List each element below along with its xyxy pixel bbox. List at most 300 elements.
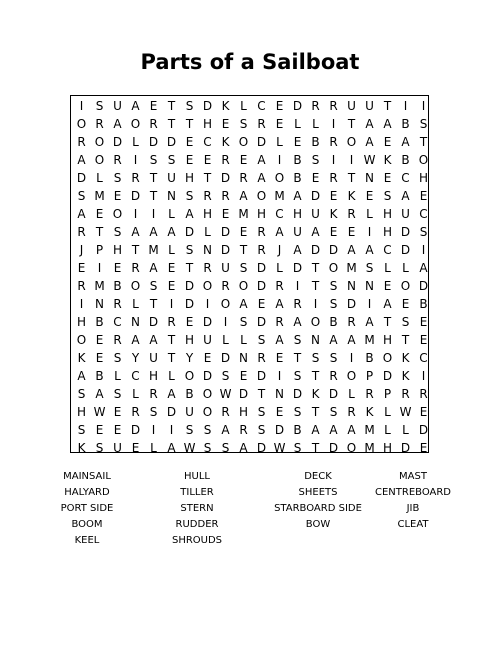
- grid-letter[interactable]: A: [347, 423, 356, 437]
- grid-letter[interactable]: A: [293, 243, 302, 257]
- grid-letter[interactable]: T: [239, 243, 248, 257]
- grid-letter[interactable]: S: [239, 117, 248, 131]
- grid-letter[interactable]: A: [275, 225, 284, 239]
- grid-letter[interactable]: A: [419, 261, 428, 275]
- grid-letter[interactable]: R: [113, 333, 122, 347]
- grid-letter[interactable]: A: [329, 423, 338, 437]
- grid-letter[interactable]: T: [167, 333, 176, 347]
- grid-letter[interactable]: T: [167, 99, 176, 113]
- grid-letter[interactable]: Y: [131, 351, 140, 365]
- grid-letter[interactable]: B: [311, 135, 320, 149]
- grid-letter[interactable]: E: [365, 189, 374, 203]
- grid-letter[interactable]: A: [293, 189, 302, 203]
- grid-letter[interactable]: W: [219, 387, 232, 401]
- grid-letter[interactable]: S: [401, 315, 410, 329]
- grid-letter[interactable]: E: [221, 117, 230, 131]
- grid-letter[interactable]: A: [257, 171, 266, 185]
- grid-letter[interactable]: E: [419, 315, 428, 329]
- grid-letter[interactable]: E: [203, 153, 212, 167]
- grid-letter[interactable]: E: [113, 405, 122, 419]
- grid-letter[interactable]: S: [311, 153, 320, 167]
- grid-letter[interactable]: A: [239, 297, 248, 311]
- grid-letter[interactable]: U: [311, 207, 320, 221]
- grid-letter[interactable]: T: [149, 171, 158, 185]
- grid-letter[interactable]: H: [202, 207, 213, 221]
- grid-letter[interactable]: D: [184, 297, 195, 311]
- grid-letter[interactable]: A: [95, 387, 104, 401]
- grid-letter[interactable]: S: [203, 423, 212, 437]
- grid-letter[interactable]: J: [79, 243, 84, 257]
- grid-letter[interactable]: I: [169, 423, 174, 437]
- grid-letter[interactable]: U: [293, 225, 302, 239]
- grid-letter[interactable]: R: [221, 189, 230, 203]
- grid-letter[interactable]: T: [185, 261, 194, 275]
- grid-letter[interactable]: D: [274, 423, 285, 437]
- grid-letter[interactable]: B: [293, 171, 302, 185]
- grid-letter[interactable]: S: [149, 279, 158, 293]
- grid-letter[interactable]: S: [419, 225, 428, 239]
- grid-letter[interactable]: M: [238, 207, 249, 221]
- grid-letter[interactable]: T: [419, 135, 428, 149]
- grid-letter[interactable]: I: [169, 297, 174, 311]
- grid-letter[interactable]: H: [382, 441, 393, 455]
- grid-letter[interactable]: L: [132, 387, 139, 401]
- grid-letter[interactable]: S: [329, 351, 338, 365]
- grid-letter[interactable]: A: [275, 297, 284, 311]
- grid-letter[interactable]: J: [277, 243, 282, 257]
- grid-letter[interactable]: D: [400, 225, 411, 239]
- grid-letter[interactable]: M: [364, 423, 375, 437]
- grid-letter[interactable]: C: [257, 99, 266, 113]
- grid-letter[interactable]: R: [275, 279, 284, 293]
- grid-letter[interactable]: R: [113, 153, 122, 167]
- grid-letter[interactable]: C: [275, 207, 284, 221]
- grid-letter[interactable]: T: [401, 333, 410, 347]
- grid-letter[interactable]: D: [292, 261, 303, 275]
- grid-letter[interactable]: R: [329, 135, 338, 149]
- grid-letter[interactable]: I: [79, 99, 84, 113]
- grid-letter[interactable]: T: [149, 189, 158, 203]
- grid-letter[interactable]: O: [130, 117, 141, 131]
- grid-letter[interactable]: K: [401, 351, 410, 365]
- grid-letter[interactable]: D: [400, 243, 411, 257]
- grid-letter[interactable]: I: [205, 297, 210, 311]
- grid-letter[interactable]: B: [95, 369, 104, 383]
- grid-letter[interactable]: E: [383, 171, 392, 185]
- grid-letter[interactable]: A: [311, 225, 320, 239]
- grid-letter[interactable]: T: [185, 117, 194, 131]
- grid-letter[interactable]: D: [256, 135, 267, 149]
- grid-letter[interactable]: R: [221, 405, 230, 419]
- grid-letter[interactable]: E: [167, 261, 176, 275]
- grid-letter[interactable]: W: [93, 405, 106, 419]
- grid-letter[interactable]: O: [418, 153, 429, 167]
- grid-letter[interactable]: B: [113, 279, 122, 293]
- grid-letter[interactable]: A: [149, 333, 158, 347]
- grid-letter[interactable]: T: [167, 117, 176, 131]
- grid-letter[interactable]: I: [133, 207, 138, 221]
- grid-letter[interactable]: D: [220, 171, 231, 185]
- grid-letter[interactable]: O: [400, 279, 411, 293]
- grid-letter[interactable]: U: [203, 333, 212, 347]
- grid-letter[interactable]: L: [384, 261, 391, 275]
- grid-letter[interactable]: D: [256, 369, 267, 383]
- grid-letter[interactable]: T: [131, 243, 140, 257]
- grid-letter[interactable]: H: [292, 207, 303, 221]
- grid-letter[interactable]: L: [402, 423, 409, 437]
- grid-letter[interactable]: O: [202, 279, 213, 293]
- grid-letter[interactable]: D: [184, 225, 195, 239]
- grid-letter[interactable]: R: [131, 261, 140, 275]
- grid-letter[interactable]: S: [185, 243, 194, 257]
- grid-letter[interactable]: E: [185, 153, 194, 167]
- grid-letter[interactable]: D: [184, 279, 195, 293]
- grid-letter[interactable]: E: [185, 315, 194, 329]
- grid-letter[interactable]: B: [95, 315, 104, 329]
- grid-letter[interactable]: A: [113, 117, 122, 131]
- grid-letter[interactable]: K: [221, 99, 230, 113]
- grid-letter[interactable]: H: [148, 369, 159, 383]
- grid-letter[interactable]: D: [382, 369, 393, 383]
- grid-letter[interactable]: D: [202, 315, 213, 329]
- grid-letter[interactable]: D: [328, 243, 339, 257]
- grid-letter[interactable]: I: [79, 297, 84, 311]
- grid-letter[interactable]: C: [419, 351, 428, 365]
- grid-letter[interactable]: D: [166, 405, 177, 419]
- grid-letter[interactable]: S: [95, 99, 104, 113]
- grid-letter[interactable]: S: [311, 351, 320, 365]
- grid-letter[interactable]: U: [401, 207, 410, 221]
- grid-letter[interactable]: C: [131, 369, 140, 383]
- grid-letter[interactable]: R: [401, 387, 410, 401]
- grid-letter[interactable]: A: [383, 297, 392, 311]
- grid-letter[interactable]: B: [185, 387, 194, 401]
- grid-letter[interactable]: I: [331, 153, 336, 167]
- grid-letter[interactable]: R: [293, 297, 302, 311]
- grid-letter[interactable]: I: [403, 99, 408, 113]
- grid-letter[interactable]: R: [95, 117, 104, 131]
- grid-letter[interactable]: M: [346, 261, 357, 275]
- grid-letter[interactable]: S: [383, 189, 392, 203]
- grid-letter[interactable]: I: [349, 351, 354, 365]
- grid-letter[interactable]: T: [95, 225, 104, 239]
- grid-letter[interactable]: D: [346, 297, 357, 311]
- grid-letter[interactable]: I: [367, 297, 372, 311]
- grid-letter[interactable]: E: [329, 225, 338, 239]
- grid-letter[interactable]: U: [221, 261, 230, 275]
- grid-letter[interactable]: N: [365, 279, 374, 293]
- grid-letter[interactable]: E: [383, 135, 392, 149]
- grid-letter[interactable]: T: [149, 297, 158, 311]
- grid-letter[interactable]: D: [328, 441, 339, 455]
- grid-letter[interactable]: S: [113, 387, 122, 401]
- grid-letter[interactable]: L: [204, 225, 211, 239]
- grid-letter[interactable]: L: [348, 387, 355, 401]
- grid-letter[interactable]: B: [401, 117, 410, 131]
- grid-letter[interactable]: K: [77, 351, 86, 365]
- grid-letter[interactable]: S: [149, 405, 158, 419]
- grid-letter[interactable]: T: [347, 171, 356, 185]
- grid-letter[interactable]: E: [77, 261, 86, 275]
- grid-letter[interactable]: R: [347, 207, 356, 221]
- grid-letter[interactable]: A: [347, 333, 356, 347]
- grid-letter[interactable]: E: [95, 333, 104, 347]
- grid-letter[interactable]: O: [346, 135, 357, 149]
- grid-letter[interactable]: O: [238, 279, 249, 293]
- grid-letter[interactable]: W: [363, 153, 376, 167]
- grid-letter[interactable]: D: [202, 369, 213, 383]
- grid-letter[interactable]: E: [419, 333, 428, 347]
- grid-letter[interactable]: S: [329, 405, 338, 419]
- grid-letter[interactable]: I: [421, 99, 426, 113]
- grid-letter[interactable]: O: [94, 135, 105, 149]
- grid-letter[interactable]: W: [273, 441, 286, 455]
- grid-letter[interactable]: O: [310, 315, 321, 329]
- grid-letter[interactable]: E: [401, 297, 410, 311]
- grid-letter[interactable]: E: [113, 423, 122, 437]
- grid-letter[interactable]: O: [184, 369, 195, 383]
- grid-letter[interactable]: C: [419, 207, 428, 221]
- grid-letter[interactable]: N: [95, 297, 104, 311]
- grid-letter[interactable]: W: [399, 405, 412, 419]
- grid-letter[interactable]: E: [131, 441, 140, 455]
- grid-letter[interactable]: R: [329, 171, 338, 185]
- grid-letter[interactable]: S: [257, 405, 266, 419]
- grid-letter[interactable]: E: [203, 351, 212, 365]
- grid-letter[interactable]: R: [347, 405, 356, 419]
- grid-letter[interactable]: E: [95, 423, 104, 437]
- grid-letter[interactable]: U: [167, 171, 176, 185]
- grid-letter[interactable]: P: [95, 243, 104, 257]
- grid-letter[interactable]: K: [347, 189, 356, 203]
- grid-letter[interactable]: S: [329, 279, 338, 293]
- grid-letter[interactable]: I: [133, 153, 138, 167]
- grid-letter[interactable]: S: [239, 261, 248, 275]
- grid-letter[interactable]: D: [148, 315, 159, 329]
- grid-letter[interactable]: R: [257, 225, 266, 239]
- grid-letter[interactable]: A: [347, 243, 356, 257]
- grid-letter[interactable]: U: [113, 99, 122, 113]
- grid-letter[interactable]: S: [185, 423, 194, 437]
- grid-letter[interactable]: T: [167, 351, 176, 365]
- grid-letter[interactable]: A: [275, 333, 284, 347]
- grid-letter[interactable]: D: [202, 99, 213, 113]
- grid-letter[interactable]: N: [311, 333, 320, 347]
- grid-letter[interactable]: R: [221, 153, 230, 167]
- grid-letter[interactable]: O: [112, 207, 123, 221]
- grid-letter[interactable]: O: [130, 279, 141, 293]
- grid-letter[interactable]: K: [383, 153, 392, 167]
- grid-letter[interactable]: T: [347, 117, 356, 131]
- grid-letter[interactable]: R: [365, 387, 374, 401]
- grid-letter[interactable]: E: [239, 225, 248, 239]
- grid-letter[interactable]: K: [365, 405, 374, 419]
- grid-letter[interactable]: A: [365, 315, 374, 329]
- grid-letter[interactable]: D: [418, 279, 429, 293]
- grid-letter[interactable]: S: [329, 297, 338, 311]
- grid-letter[interactable]: S: [185, 99, 194, 113]
- grid-letter[interactable]: A: [77, 207, 86, 221]
- grid-letter[interactable]: R: [239, 423, 248, 437]
- grid-letter[interactable]: S: [113, 171, 122, 185]
- grid-letter[interactable]: I: [349, 153, 354, 167]
- grid-letter[interactable]: I: [313, 297, 318, 311]
- grid-letter[interactable]: E: [239, 153, 248, 167]
- grid-letter[interactable]: I: [367, 225, 372, 239]
- grid-letter[interactable]: I: [277, 153, 282, 167]
- grid-letter[interactable]: U: [365, 99, 374, 113]
- grid-letter[interactable]: L: [168, 369, 175, 383]
- grid-letter[interactable]: S: [113, 351, 122, 365]
- grid-letter[interactable]: D: [130, 423, 141, 437]
- grid-letter[interactable]: L: [168, 243, 175, 257]
- grid-letter[interactable]: T: [311, 441, 320, 455]
- grid-letter[interactable]: E: [275, 99, 284, 113]
- grid-letter[interactable]: H: [382, 333, 393, 347]
- grid-letter[interactable]: A: [293, 315, 302, 329]
- grid-letter[interactable]: I: [151, 207, 156, 221]
- grid-letter[interactable]: S: [239, 315, 248, 329]
- grid-letter[interactable]: R: [257, 243, 266, 257]
- grid-letter[interactable]: D: [220, 225, 231, 239]
- grid-letter[interactable]: I: [331, 117, 336, 131]
- grid-letter[interactable]: S: [77, 387, 86, 401]
- grid-letter[interactable]: O: [346, 441, 357, 455]
- grid-letter[interactable]: C: [383, 243, 392, 257]
- grid-letter[interactable]: N: [275, 387, 284, 401]
- grid-letter[interactable]: E: [275, 117, 284, 131]
- grid-letter[interactable]: S: [257, 333, 266, 347]
- grid-letter[interactable]: I: [277, 369, 282, 383]
- grid-letter[interactable]: A: [167, 387, 176, 401]
- grid-letter[interactable]: A: [239, 441, 248, 455]
- grid-letter[interactable]: L: [114, 369, 121, 383]
- grid-letter[interactable]: T: [311, 261, 320, 275]
- grid-letter[interactable]: B: [293, 153, 302, 167]
- grid-letter[interactable]: R: [77, 135, 86, 149]
- grid-letter[interactable]: M: [94, 279, 105, 293]
- grid-letter[interactable]: D: [256, 315, 267, 329]
- grid-letter[interactable]: H: [76, 405, 87, 419]
- grid-letter[interactable]: E: [221, 207, 230, 221]
- grid-letter[interactable]: A: [365, 135, 374, 149]
- grid-letter[interactable]: T: [293, 351, 302, 365]
- grid-letter[interactable]: E: [185, 135, 194, 149]
- grid-letter[interactable]: M: [364, 333, 375, 347]
- grid-letter[interactable]: R: [311, 99, 320, 113]
- grid-letter[interactable]: L: [294, 117, 301, 131]
- grid-letter[interactable]: D: [400, 441, 411, 455]
- grid-letter[interactable]: S: [185, 189, 194, 203]
- grid-letter[interactable]: N: [347, 279, 356, 293]
- grid-letter[interactable]: D: [238, 387, 249, 401]
- grid-letter[interactable]: S: [293, 405, 302, 419]
- grid-letter[interactable]: U: [113, 441, 122, 455]
- grid-letter[interactable]: A: [365, 117, 374, 131]
- grid-letter[interactable]: O: [220, 297, 231, 311]
- grid-letter[interactable]: L: [132, 135, 139, 149]
- grid-letter[interactable]: O: [202, 387, 213, 401]
- grid-letter[interactable]: R: [329, 99, 338, 113]
- grid-letter[interactable]: A: [149, 225, 158, 239]
- grid-letter[interactable]: L: [168, 207, 175, 221]
- grid-letter[interactable]: R: [149, 117, 158, 131]
- grid-letter[interactable]: D: [112, 135, 123, 149]
- grid-letter[interactable]: S: [365, 261, 374, 275]
- grid-letter[interactable]: O: [76, 333, 87, 347]
- grid-letter[interactable]: A: [239, 189, 248, 203]
- grid-letter[interactable]: A: [383, 117, 392, 131]
- grid-letter[interactable]: L: [222, 333, 229, 347]
- grid-letter[interactable]: L: [96, 171, 103, 185]
- grid-letter[interactable]: E: [419, 405, 428, 419]
- grid-letter[interactable]: T: [311, 405, 320, 419]
- grid-letter[interactable]: B: [419, 297, 428, 311]
- grid-letter[interactable]: R: [131, 171, 140, 185]
- grid-letter[interactable]: O: [328, 261, 339, 275]
- grid-letter[interactable]: O: [238, 135, 249, 149]
- grid-letter[interactable]: H: [418, 171, 429, 185]
- grid-letter[interactable]: D: [310, 189, 321, 203]
- grid-letter[interactable]: P: [365, 369, 374, 383]
- grid-letter[interactable]: H: [184, 171, 195, 185]
- grid-letter[interactable]: I: [151, 423, 156, 437]
- grid-letter[interactable]: R: [221, 279, 230, 293]
- grid-letter[interactable]: D: [310, 243, 321, 257]
- grid-letter[interactable]: A: [131, 99, 140, 113]
- grid-letter[interactable]: S: [113, 225, 122, 239]
- grid-letter[interactable]: D: [256, 441, 267, 455]
- grid-letter[interactable]: A: [401, 135, 410, 149]
- grid-letter[interactable]: S: [221, 369, 230, 383]
- grid-letter[interactable]: A: [257, 153, 266, 167]
- grid-letter[interactable]: I: [223, 315, 228, 329]
- grid-letter[interactable]: E: [383, 279, 392, 293]
- grid-letter[interactable]: K: [401, 369, 410, 383]
- grid-letter[interactable]: D: [292, 99, 303, 113]
- grid-letter[interactable]: D: [292, 387, 303, 401]
- grid-letter[interactable]: E: [167, 279, 176, 293]
- grid-letter[interactable]: K: [311, 387, 320, 401]
- grid-letter[interactable]: A: [365, 243, 374, 257]
- grid-letter[interactable]: N: [365, 171, 374, 185]
- grid-letter[interactable]: O: [202, 405, 213, 419]
- grid-letter[interactable]: A: [131, 225, 140, 239]
- grid-letter[interactable]: T: [311, 369, 320, 383]
- grid-letter[interactable]: E: [329, 189, 338, 203]
- grid-letter[interactable]: L: [402, 261, 409, 275]
- grid-letter[interactable]: D: [166, 135, 177, 149]
- grid-letter[interactable]: C: [203, 135, 212, 149]
- grid-letter[interactable]: R: [113, 297, 122, 311]
- grid-letter[interactable]: O: [346, 369, 357, 383]
- grid-letter[interactable]: E: [239, 369, 248, 383]
- grid-letter[interactable]: U: [185, 405, 194, 419]
- grid-letter[interactable]: A: [329, 333, 338, 347]
- grid-letter[interactable]: A: [185, 207, 194, 221]
- grid-letter[interactable]: S: [95, 441, 104, 455]
- grid-letter[interactable]: D: [220, 243, 231, 257]
- grid-letter[interactable]: T: [383, 99, 392, 113]
- grid-letter[interactable]: R: [419, 387, 428, 401]
- grid-letter[interactable]: H: [76, 315, 87, 329]
- grid-letter[interactable]: R: [131, 405, 140, 419]
- grid-letter[interactable]: R: [203, 261, 212, 275]
- grid-letter[interactable]: P: [383, 387, 392, 401]
- grid-letter[interactable]: T: [383, 315, 392, 329]
- grid-letter[interactable]: I: [295, 279, 300, 293]
- grid-letter[interactable]: H: [382, 225, 393, 239]
